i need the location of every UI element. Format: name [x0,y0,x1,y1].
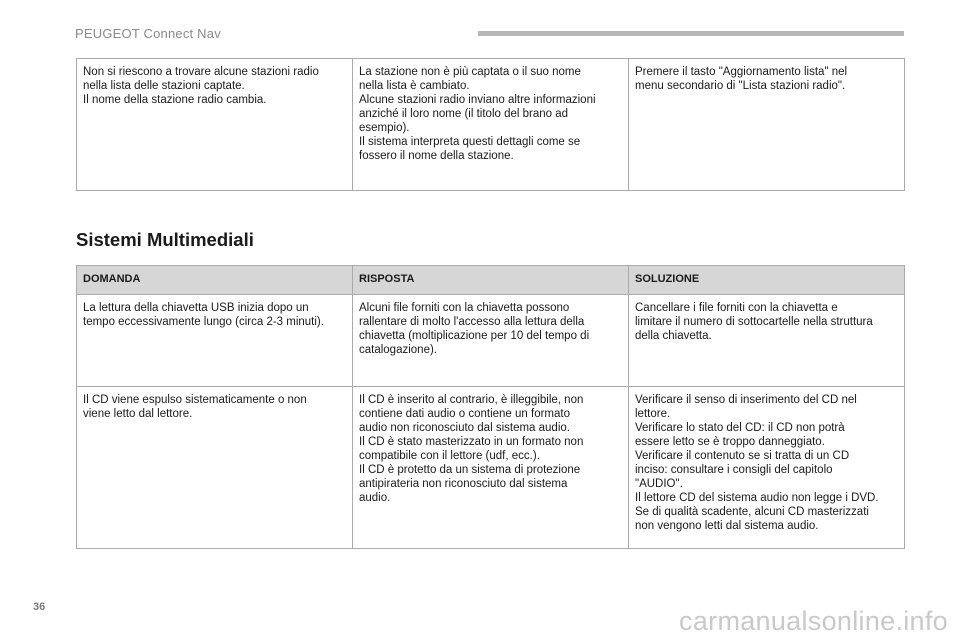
column-header-risposta: RISPOSTA [353,266,629,295]
question-cell: Non si riescono a trovare alcune stazioni radio nella lista delle stazioni captate. Il nome della stazione radio cambia. [77,59,353,191]
table-row [77,387,905,549]
answer-cell: La stazione non è più captata o il suo nome nella lista è cambiato. Alcune stazioni radio inviano altre informazioni anziché il loro nome (il titolo del brano ad esempio). Il sistema interpreta questi dettagli come se fossero il nome della stazione. [353,59,629,191]
answer-cell: Il CD è inserito al contrario, è illeggibile, non contiene dati audio o contiene un formato audio non riconosciuto dal sistema audio. Il CD è stato masterizzato in un formato non compatibile con il lettore (udf, ecc.). Il CD è protetto da un sistema di protezione antipirateria non riconosciuto dal sistema audio. [353,387,629,549]
table-row [77,59,905,191]
column-header-soluzione: SOLUZIONE [629,266,905,295]
page-number: 36 [33,601,46,613]
radio-troubleshooting-table [76,58,905,191]
watermark: carmanualsonline.info [679,606,948,636]
question-cell: Il CD viene espulso sistematicamente o non viene letto dal lettore. [77,387,353,549]
table-header-row [77,266,905,295]
answer-cell: Alcuni file forniti con la chiavetta possono rallentare di molto l'accesso alla lettura della chiavetta (moltiplicazione per 10 del tempo di catalogazione). [353,295,629,387]
solution-cell: Cancellare i file forniti con la chiavetta e limitare il numero di sottocartelle nella struttura della chiavetta. [629,295,905,387]
solution-cell: Verificare il senso di inserimento del CD nel lettore. Verificare lo stato del CD: il CD non potrà essere letto se è troppo danneggiato. Verificare il contenuto se si tratta di un CD inciso: consultare i consigli del capitolo "AUDIO". Il lettore CD del sistema audio non legge i DVD. Se di qualità scadente, alcuni CD masterizzati non vengono letti dal sistema audio. [629,387,905,549]
header-bar [478,31,904,36]
solution-cell: Premere il tasto "Aggiornamento lista" nel menu secondario di "Lista stazioni radio". [629,59,905,191]
section-title: Sistemi Multimediali [76,229,254,250]
column-header-domanda: DOMANDA [77,266,353,295]
header-title: PEUGEOT Connect Nav [75,26,221,41]
multimedia-troubleshooting-table [76,265,905,549]
question-cell: La lettura della chiavetta USB inizia dopo un tempo eccessivamente lungo (circa 2-3 minuti). [77,295,353,387]
table-row [77,295,905,387]
